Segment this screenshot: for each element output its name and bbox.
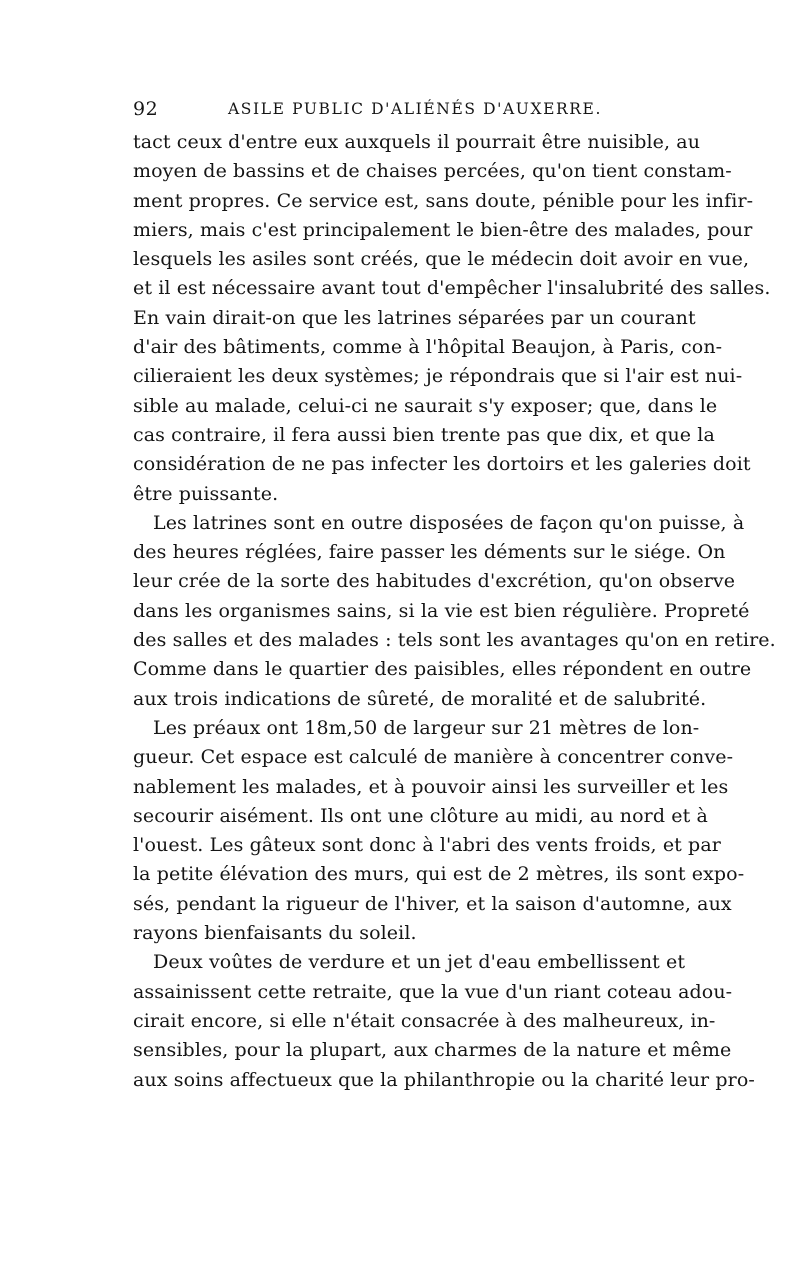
text-line: Les latrines sont en outre disposées de façon qu'on puisse, à: [153, 511, 745, 534]
text-line: des heures réglées, faire passer les déments sur le siége. On: [133, 541, 726, 564]
paragraph: [133, 128, 771, 509]
page-number: 92: [133, 98, 159, 120]
text-line: miers, mais c'est principalement le bien-être des malades, pour: [133, 218, 753, 241]
text-line: ment propres. Ce service est, sans doute, pénible pour les infir-: [133, 189, 754, 212]
body-text: [133, 128, 776, 1095]
text-line: sible au malade, celui-ci ne saurait s'y exposer; que, dans le: [133, 394, 718, 417]
paragraph: [133, 948, 755, 1094]
text-line: Deux voûtes de verdure et un jet d'eau embellissent et: [153, 951, 686, 974]
text-line: cirait encore, si elle n'était consacrée à des malheureux, in-: [133, 1009, 716, 1032]
text-line: tact ceux d'entre eux auxquels il pourrait être nuisible, au: [133, 131, 701, 153]
text-line: moyen de bassins et de chaises percées, qu'on tient constam-: [133, 160, 732, 183]
text-line: gueur. Cet espace est calculé de manière à concentrer conve-: [133, 746, 734, 769]
text-line: et il est nécessaire avant tout d'empêcher l'insalubrité des salles.: [133, 277, 771, 300]
text-line: Comme dans le quartier des paisibles, elles répondent en outre: [133, 658, 752, 681]
text-line: dans les organismes sains, si la vie est bien régulière. Propreté: [133, 599, 750, 622]
text-line: des salles et des malades : tels sont les avantages qu'on en retire.: [133, 629, 776, 652]
text-line: sensibles, pour la plupart, aux charmes de la nature et même: [133, 1039, 732, 1062]
paragraph: [133, 509, 776, 714]
paragraph: [133, 714, 745, 948]
text-line: En vain dirait-on que les latrines séparées par un courant: [133, 306, 696, 329]
text-line: aux soins affectueux que la philanthropie ou la charité leur pro-: [133, 1068, 755, 1091]
text-line: assainissent cette retraite, que la vue d'un riant coteau adou-: [133, 980, 733, 1003]
text-line: être puissante.: [133, 482, 279, 505]
text-line: rayons bienfaisants du soleil.: [133, 922, 417, 945]
text-line: aux trois indications de sûreté, de moralité et de salubrité.: [133, 687, 707, 710]
text-line: Les préaux ont 18m,50 de largeur sur 21 mètres de lon-: [153, 716, 700, 739]
running-title: ASILE PUBLIC D'ALIÉNÉS D'AUXERRE.: [228, 100, 602, 118]
text-line: cilieraient les deux systèmes; je répondrais que si l'air est nui-: [133, 365, 743, 388]
text-line: la petite élévation des murs, qui est de 2 mètres, ils sont expo-: [133, 863, 745, 886]
text-line: cas contraire, il fera aussi bien trente pas que dix, et que la: [133, 423, 715, 446]
text-line: sés, pendant la rigueur de l'hiver, et la saison d'automne, aux: [133, 892, 732, 915]
text-line: l'ouest. Les gâteux sont donc à l'abri des vents froids, et par: [133, 834, 721, 857]
text-line: d'air des bâtiments, comme à l'hôpital Beaujon, à Paris, con-: [133, 336, 723, 359]
text-line: considération de ne pas infecter les dortoirs et les galeries doit: [133, 453, 751, 476]
text-line: nablement les malades, et à pouvoir ainsi les surveiller et les: [133, 775, 729, 798]
text-line: leur crée de la sorte des habitudes d'excrétion, qu'on observe: [133, 570, 736, 593]
running-head: [133, 98, 673, 124]
text-line: secourir aisément. Ils ont une clôture au midi, au nord et à: [133, 804, 708, 827]
text-line: lesquels les asiles sont créés, que le médecin doit avoir en vue,: [133, 248, 750, 271]
